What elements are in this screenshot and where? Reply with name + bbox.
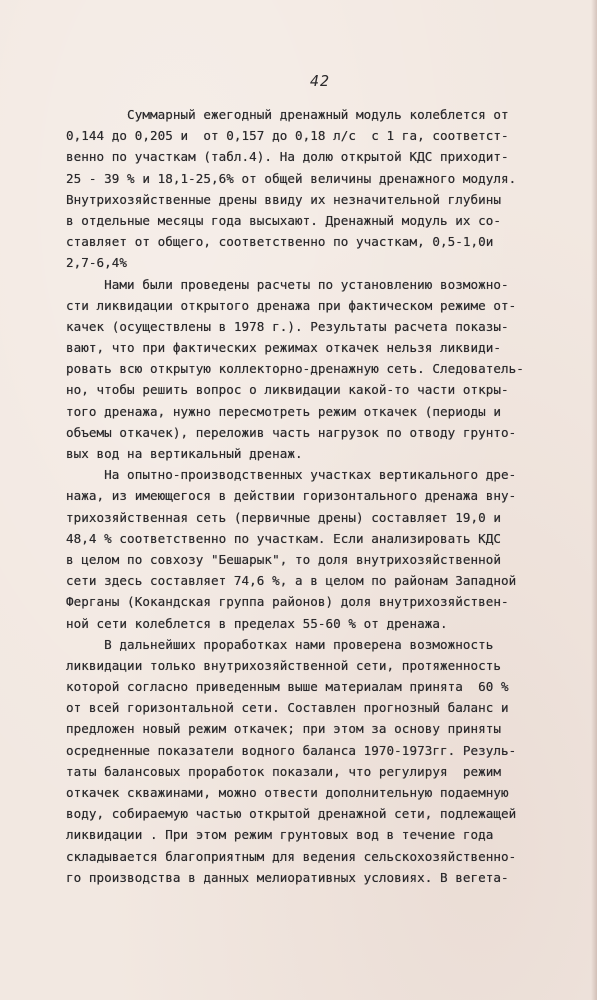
text-line: воду, собираемую частью открытой дренажной сети, подлежащей xyxy=(66,806,517,822)
text-line: В дальнейших проработках нами проверена возможность xyxy=(66,636,494,652)
text-line: но, чтобы решить вопрос о ликвидации какой-то части откры- xyxy=(66,382,509,398)
text-line: Ферганы (Кокандская группа районов) доля внутрихозяйствен- xyxy=(66,594,509,610)
text-line: Нами были проведены расчеты по установлению возможно- xyxy=(66,276,509,292)
text-line: от всей горизонтальной сети. Составлен прогнозный баланс и xyxy=(66,700,509,716)
text-line: в целом по совхозу "Бешарык", то доля внутрихозяйственной xyxy=(66,551,502,567)
text-line: объемы откачек), переложив часть нагрузок по отводу грунто- xyxy=(66,424,517,440)
text-line: складывается благоприятным для ведения сельскохозяйственно- xyxy=(66,848,517,864)
text-line: вых вод на вертикальный дренаж. xyxy=(66,446,303,461)
text-line: вают, что при фактических режимах откачек нельзя ликвиди- xyxy=(66,340,502,356)
text-line: 2,7-6,4% xyxy=(66,255,128,271)
text-line: сети здесь составляет 74,6 %, а в целом по районам Западной xyxy=(66,573,517,589)
text-line: ликвидации . При этом режим грунтовых вод в течение года xyxy=(66,827,494,843)
text-line: нажа, из имеющегося в действии горизонтального дренажа вну- xyxy=(66,488,517,504)
text-line: ной сети колеблется в пределах 55-60 % от дренажа. xyxy=(66,615,448,631)
text-line: 0,144 до 0,205 и от 0,157 до 0,18 л/с с 1 га, соответст- xyxy=(66,128,509,144)
text-line: На опытно-производственных участках вертикального дре- xyxy=(66,467,517,483)
text-line: качек (осуществлены в 1978 г.). Результаты расчета показы- xyxy=(66,318,509,334)
page-number: 42 xyxy=(310,72,331,90)
text-line: ликвидации только внутрихозяйственной сети, протяженность xyxy=(66,657,502,673)
text-line: предложен новый режим откачек; при этом за основу приняты xyxy=(66,721,502,737)
text-line: Суммарный ежегодный дренажный модуль колеблется от xyxy=(66,107,509,122)
text-line: Внутрихозяйственные дрены ввиду их незначительной глубины xyxy=(66,191,502,207)
text-line: ровать всю открытую коллекторно-дренажную сеть. Следователь- xyxy=(66,361,524,377)
text-line: таты балансовых проработок показали, что регулируя режим xyxy=(66,763,502,779)
text-line: 25 - 39 % и 18,1-25,6% от общей величины дренажного модуля. xyxy=(66,170,517,186)
text-line: осредненные показатели водного баланса 1970-1973гг. Резуль- xyxy=(66,742,517,758)
text-line: в отдельные месяцы года высыхают. Дренажный модуль их со- xyxy=(66,212,502,228)
text-line: го производства в данных мелиоративных условиях. В вегета- xyxy=(66,869,509,885)
text-line: ставляет от общего, соответственно по участкам, 0,5-1,0и xyxy=(66,234,494,250)
text-line: которой согласно приведенным выше материалам принята 60 % xyxy=(66,679,509,695)
body-text xyxy=(66,104,571,888)
text-line: венно по участкам (табл.4). На долю открытой КДС приходит- xyxy=(66,149,509,165)
text-line: откачек скважинами, можно отвести дополнительную подаемную xyxy=(66,785,509,800)
text-line: 48,4 % соответственно по участкам. Если анализировать КДС xyxy=(66,530,502,546)
page-edge-shadow xyxy=(591,0,597,1000)
text-line: сти ликвидации открытого дренажа при фактическом режиме от- xyxy=(66,297,517,313)
text-line: того дренажа, нужно пересмотреть режим откачек (периоды и xyxy=(66,403,502,419)
text-line: трихозяйственная сеть (первичные дрены) составляет 19,0 и xyxy=(66,509,502,525)
